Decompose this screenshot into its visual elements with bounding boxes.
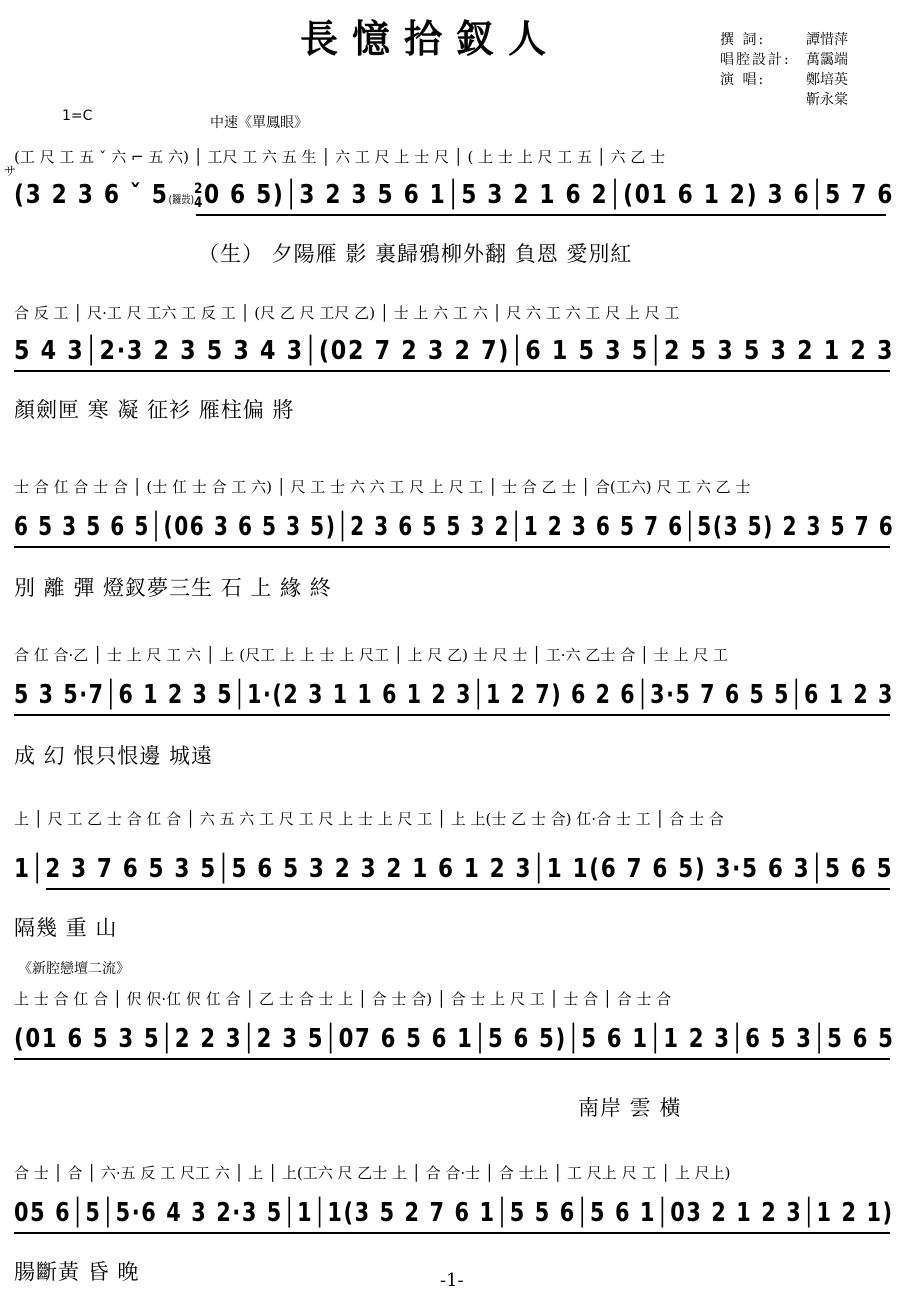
credit-value: 鄭培英 [806,72,848,88]
notation-line [14,180,894,210]
time-bottom: 4 [194,194,204,211]
lyrics-line: 別 離 彈 燈釵夢三生 石 上 緣 終 [14,576,332,600]
gongche-line: 士 合 仜 合 士 合 │ (士 仜 士 合 工 六) │ 尺 工 士 六 六 工 尺 上 尺 工 │ 士 合 乙 士 │ 合(工六) 尺 工 六 乙 士 [14,478,751,496]
credit-value: 萬靄端 [806,52,848,68]
credit-label: 撰 詞: [720,32,766,48]
free-rhythm-mark: サ [4,164,17,178]
gongche-line: 上 │ 尺 工 乙 士 合 仜 合 │ 六 五 六 工 尺 工 尺 上 士 上 尺 工 │ 上 上(士 乙 士 合) 仜·合 士 工 │ 合 士 合 [14,810,724,828]
beat-underline [14,714,890,716]
tempo-marking: 中速《單鳳眼》 [210,115,308,131]
page-number: -1- [440,1270,464,1291]
gongche-line: 合 反 工 │ 尺·工 尺 工六 工 反 工 │ (尺 乙 尺 工尺 乙) │ 士 上 六 工 六 │ 尺 六 工 六 工 尺 上 尺 工 [14,304,680,322]
gongche-line: 合 仜 合·乙 │ 士 上 尺 工 六 │ 上 (尺工 上 上 士 上 尺工 │ 上 尺 乙) 士 尺 士 │ 工·六 乙士 合 │ 士 上 尺 工 [14,646,728,664]
notation-line: 5 3 5·7│6 1 2 3 5│1·(2 3 1 1 6 1 2 3│1 2 7) 6 2 6│3·5 7 6 5 5│6 1 2 3 [14,680,894,710]
time-top: 2 [194,180,204,197]
lyrics-line: 隔幾 重 山 [14,916,118,940]
beat-underline [14,1058,890,1060]
notation-line: 1│2 3 7 6 5 3 5│5 6 5 3 2 3 2 1 6 1 2 3│1 1(6 7 6 5) 3·5 6 3│5 6 5 [14,854,894,884]
percussion-mark: (鑼鼓) [168,193,195,206]
lyrics-line: 南岸 雲 橫 [578,1096,682,1120]
lyrics-line: 成 幻 恨只恨邊 城遠 [14,744,214,768]
beat-underline [14,546,890,548]
gongche-line: 合 士 │ 合 │ 六·五 反 工 尺工 六 │ 上 │ 上(工六 尺 乙士 上 │ 合 合·士 │ 合 士上 │ 工 尺上 尺 工 │ 上 尺上) [14,1164,731,1182]
time-signature [194,182,204,210]
notation-intro: (3 2 3 6 ˇ 5 [14,180,169,210]
credit-row [720,50,886,70]
beat-underline [14,1232,890,1234]
lyrics-line: 顏劍匣 寒 凝 征衫 雁柱偏 將 [14,398,295,422]
notation-body: 0 6 5)│3 2 3 5 6 1│5 3 2 1 6 2│(01 6 1 2) 3 6│5 7 6 [203,180,895,210]
gongche-line: (工 尺 工 五 ˇ 六 ⌐ 五 六) │ 工尺 工 六 五 生 │ 六 工 尺 上 士 尺 │ ( 上 士 上 尺 工 五 │ 六 乙 士 [14,148,666,166]
beat-underline [46,888,890,890]
notation-line: 05 6│5│5·6 4 3 2·3 5│1│1(3 5 2 7 6 1│5 5 6│5 6 1│03 2 1 2 3│1 2 1) [14,1198,894,1228]
beat-underline [196,214,886,216]
credit-row [720,90,886,110]
credit-row [720,30,886,50]
notation-line: 6 5 3 5 6 5│(06 3 6 5 3 5)│2 3 6 5 5 3 2│1 2 3 6 5 7 6│5(3 5) 2 3 5 7 6 [14,512,895,542]
credits [720,30,886,110]
credit-label [720,90,806,110]
key-signature: 1=C [62,108,93,124]
beat-underline [14,370,890,372]
lyrics-line: 腸斷黃 昏 晚 [14,1260,140,1284]
credit-value: 譚惜萍 [806,32,848,48]
lyrics-line: （生） 夕陽雁 影 裏歸鴉柳外翻 負恩 愛別紅 [198,242,633,266]
page-title: 長憶拾釵人 [300,16,561,61]
notation-line: (01 6 5 3 5│2 2 3│2 3 5│07 6 5 6 1│5 6 5)│5 6 1│1 2 3│6 5 3│5 6 5 [14,1024,895,1054]
section-marking: 《新腔戀壇二流》 [18,961,130,977]
gongche-line: 上 士 合 仜 合 │ 伬 伬·仜 伬 仜 合 │ 乙 士 合 士 上 │ 合 士 合) │ 合 士 上 尺 工 │ 士 合 │ 合 士 合 [14,990,672,1008]
credit-label: 演 唱: [720,72,766,88]
notation-line: 5 4 3│2·3 2 3 5 3 4 3│(02 7 2 3 2 7)│6 1 5 3 5│2 5 3 5 3 2 1 2 3 [14,336,895,366]
credit-label: 唱腔設計: [720,52,791,68]
credit-value: 靳永棠 [806,92,848,108]
credit-row [720,70,886,90]
